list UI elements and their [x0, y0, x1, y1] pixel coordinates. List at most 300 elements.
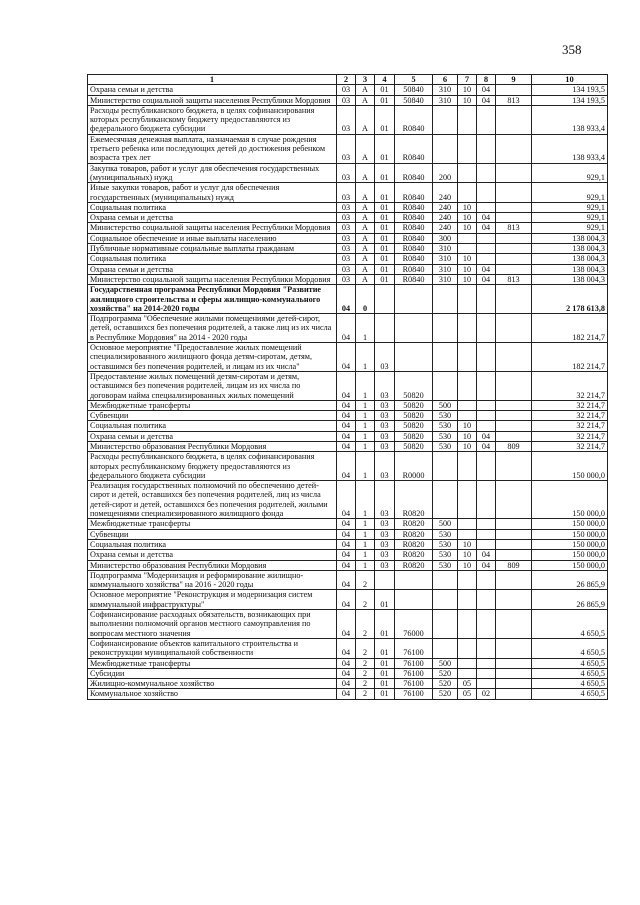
code-cell: [496, 183, 532, 203]
row-name: Охрана семьи и детства: [88, 550, 337, 560]
code-cell: [433, 610, 458, 639]
code-cell: [477, 638, 496, 658]
row-name: Субсидии: [88, 668, 337, 678]
code-cell: 530: [433, 550, 458, 560]
code-cell: [477, 343, 496, 372]
code-cell: 03: [375, 519, 395, 529]
table-row: [88, 183, 608, 203]
code-cell: А: [356, 244, 375, 254]
code-cell: 03: [337, 183, 356, 203]
code-cell: R0840: [395, 202, 433, 212]
table-row: [88, 134, 608, 163]
table-row: [88, 452, 608, 481]
amount-cell: 32 214,7: [532, 371, 608, 400]
code-cell: [458, 400, 477, 410]
code-cell: 10: [458, 539, 477, 549]
code-cell: 04: [337, 550, 356, 560]
amount-cell: 32 214,7: [532, 431, 608, 441]
code-cell: [496, 679, 532, 689]
code-cell: 04: [477, 441, 496, 451]
code-cell: А: [356, 233, 375, 243]
code-cell: [496, 411, 532, 421]
code-cell: [496, 163, 532, 183]
code-cell: [458, 668, 477, 678]
row-name: Государственная программа Республики Мордовия "Развитие жилищного строительства и сферы жилищно-коммунального хозяйства" на 2014-2020 годы: [88, 285, 337, 314]
code-cell: 01: [375, 213, 395, 223]
code-cell: 530: [433, 421, 458, 431]
table-row: [88, 689, 608, 699]
code-cell: 04: [337, 610, 356, 639]
code-cell: [458, 183, 477, 203]
code-cell: [496, 539, 532, 549]
code-cell: [496, 400, 532, 410]
code-cell: 809: [496, 441, 532, 451]
table-row: [88, 264, 608, 274]
page-number: 358: [562, 42, 582, 57]
code-cell: 500: [433, 519, 458, 529]
row-name: Межбюджетные трансферты: [88, 519, 337, 529]
code-cell: [496, 233, 532, 243]
code-cell: [433, 314, 458, 343]
code-cell: [477, 134, 496, 163]
code-cell: 04: [477, 274, 496, 284]
code-cell: [477, 105, 496, 134]
header-row: [88, 75, 608, 85]
code-cell: R0820: [395, 481, 433, 519]
code-cell: 500: [433, 400, 458, 410]
code-cell: [433, 570, 458, 590]
code-cell: 03: [375, 431, 395, 441]
code-cell: [458, 519, 477, 529]
code-cell: 03: [337, 105, 356, 134]
code-cell: [433, 638, 458, 658]
code-cell: 1: [356, 441, 375, 451]
code-cell: 03: [375, 371, 395, 400]
table-row: [88, 371, 608, 400]
amount-cell: 929,1: [532, 163, 608, 183]
code-cell: 520: [433, 679, 458, 689]
header-cell: 1: [88, 75, 337, 85]
code-cell: А: [356, 95, 375, 105]
code-cell: 04: [337, 529, 356, 539]
code-cell: 310: [433, 95, 458, 105]
row-name: Министерство социальной защиты населения Республики Мордовия: [88, 95, 337, 105]
code-cell: 04: [477, 223, 496, 233]
code-cell: 2: [356, 689, 375, 699]
code-cell: R0820: [395, 560, 433, 570]
code-cell: R0840: [395, 233, 433, 243]
code-cell: 03: [375, 343, 395, 372]
table-row: [88, 254, 608, 264]
code-cell: 04: [337, 590, 356, 610]
code-cell: [458, 529, 477, 539]
code-cell: 03: [375, 481, 395, 519]
amount-cell: 134 193,5: [532, 95, 608, 105]
code-cell: 1: [356, 529, 375, 539]
row-name: Ежемесячная денежная выплата, назначаемая в случае рождения третьего ребенка или последующих детей до достижения ребенком возраста трех лет: [88, 134, 337, 163]
code-cell: R0820: [395, 550, 433, 560]
code-cell: [496, 668, 532, 678]
table-row: [88, 570, 608, 590]
table-row: [88, 95, 608, 105]
code-cell: 1: [356, 400, 375, 410]
table-row: [88, 679, 608, 689]
code-cell: 01: [375, 105, 395, 134]
code-cell: [496, 452, 532, 481]
code-cell: 50820: [395, 400, 433, 410]
table-row: [88, 658, 608, 668]
code-cell: [395, 285, 433, 314]
header-cell: 8: [477, 75, 496, 85]
code-cell: 2: [356, 590, 375, 610]
table-row: [88, 481, 608, 519]
code-cell: [496, 590, 532, 610]
code-cell: 01: [375, 183, 395, 203]
code-cell: [496, 570, 532, 590]
row-name: Охрана семьи и детства: [88, 213, 337, 223]
table-row: [88, 411, 608, 421]
code-cell: 01: [375, 679, 395, 689]
code-cell: [458, 163, 477, 183]
code-cell: 03: [337, 202, 356, 212]
row-name: Жилищно-коммунальное хозяйство: [88, 679, 337, 689]
amount-cell: 150 000,0: [532, 539, 608, 549]
code-cell: [458, 343, 477, 372]
code-cell: 530: [433, 560, 458, 570]
code-cell: 10: [458, 254, 477, 264]
table-row: [88, 550, 608, 560]
amount-cell: 4 650,5: [532, 668, 608, 678]
code-cell: 04: [337, 658, 356, 668]
code-cell: R0840: [395, 254, 433, 264]
code-cell: [496, 658, 532, 668]
code-cell: 10: [458, 223, 477, 233]
table-row: [88, 163, 608, 183]
table-row: [88, 590, 608, 610]
code-cell: 04: [337, 539, 356, 549]
code-cell: [496, 431, 532, 441]
code-cell: 240: [433, 213, 458, 223]
amount-cell: 150 000,0: [532, 452, 608, 481]
code-cell: [477, 590, 496, 610]
code-cell: 01: [375, 254, 395, 264]
code-cell: [375, 570, 395, 590]
code-cell: [458, 285, 477, 314]
code-cell: R0840: [395, 163, 433, 183]
code-cell: [433, 371, 458, 400]
code-cell: R0820: [395, 519, 433, 529]
code-cell: [458, 411, 477, 421]
code-cell: 1: [356, 411, 375, 421]
amount-cell: 26 865,9: [532, 570, 608, 590]
code-cell: 10: [458, 550, 477, 560]
code-cell: [477, 314, 496, 343]
code-cell: 76100: [395, 668, 433, 678]
code-cell: 10: [458, 95, 477, 105]
code-cell: 50820: [395, 421, 433, 431]
code-cell: 04: [337, 668, 356, 678]
row-name: Министерство социальной защиты населения Республики Мордовия: [88, 223, 337, 233]
amount-cell: 32 214,7: [532, 441, 608, 451]
row-name: Закупка товаров, работ и услуг для обеспечения государственных (муниципальных) нужд: [88, 163, 337, 183]
header-cell: 2: [337, 75, 356, 85]
code-cell: [458, 658, 477, 668]
code-cell: R0840: [395, 274, 433, 284]
code-cell: 04: [477, 95, 496, 105]
header-cell: 4: [375, 75, 395, 85]
code-cell: 1: [356, 560, 375, 570]
code-cell: 05: [458, 689, 477, 699]
code-cell: 530: [433, 431, 458, 441]
code-cell: 04: [477, 560, 496, 570]
code-cell: [458, 105, 477, 134]
table-row: [88, 441, 608, 451]
code-cell: [477, 610, 496, 639]
code-cell: 04: [477, 264, 496, 274]
header-cell: 6: [433, 75, 458, 85]
code-cell: [496, 481, 532, 519]
code-cell: [433, 285, 458, 314]
code-cell: А: [356, 223, 375, 233]
code-cell: 04: [337, 638, 356, 658]
amount-cell: 32 214,7: [532, 400, 608, 410]
code-cell: [477, 244, 496, 254]
code-cell: R0840: [395, 223, 433, 233]
table-row: [88, 233, 608, 243]
code-cell: [458, 134, 477, 163]
amount-cell: 2 178 613,8: [532, 285, 608, 314]
code-cell: 300: [433, 233, 458, 243]
code-cell: 50820: [395, 441, 433, 451]
amount-cell: 138 004,3: [532, 274, 608, 284]
code-cell: 530: [433, 529, 458, 539]
code-cell: [477, 371, 496, 400]
amount-cell: 4 650,5: [532, 610, 608, 639]
row-name: Охрана семьи и детства: [88, 264, 337, 274]
code-cell: 03: [375, 400, 395, 410]
row-name: Межбюджетные трансферты: [88, 658, 337, 668]
code-cell: [496, 254, 532, 264]
row-name: Предоставление жилых помещений детям-сиротам и детям, оставшимся без попечения родителей, лицам из их числа по договорам найма специализированных жилых помещений: [88, 371, 337, 400]
code-cell: [477, 539, 496, 549]
row-name: Социальное обеспечение и иные выплаты населению: [88, 233, 337, 243]
code-cell: [477, 183, 496, 203]
amount-cell: 150 000,0: [532, 560, 608, 570]
table-row: [88, 314, 608, 343]
code-cell: А: [356, 163, 375, 183]
code-cell: 04: [477, 550, 496, 560]
row-name: Подпрограмма "Модернизация и реформирование жилищно-коммунального хозяйства" на 2016 - 2020 годы: [88, 570, 337, 590]
header-cell: 5: [395, 75, 433, 85]
code-cell: [477, 163, 496, 183]
code-cell: [375, 314, 395, 343]
code-cell: 1: [356, 550, 375, 560]
code-cell: 04: [337, 519, 356, 529]
code-cell: [433, 590, 458, 610]
code-cell: [496, 285, 532, 314]
code-cell: 03: [337, 213, 356, 223]
code-cell: [477, 529, 496, 539]
header-cell: 7: [458, 75, 477, 85]
amount-cell: 138 004,3: [532, 244, 608, 254]
code-cell: [477, 421, 496, 431]
table-row: [88, 519, 608, 529]
code-cell: [395, 314, 433, 343]
code-cell: 01: [375, 658, 395, 668]
code-cell: 03: [337, 95, 356, 105]
code-cell: [477, 411, 496, 421]
code-cell: [458, 371, 477, 400]
code-cell: [496, 244, 532, 254]
amount-cell: 150 000,0: [532, 529, 608, 539]
code-cell: R0820: [395, 529, 433, 539]
code-cell: 10: [458, 213, 477, 223]
code-cell: 10: [458, 274, 477, 284]
code-cell: 04: [337, 421, 356, 431]
code-cell: 03: [375, 411, 395, 421]
code-cell: 310: [433, 274, 458, 284]
row-name: Подпрограмма "Обеспечение жилыми помещениями детей-сирот, детей, оставшихся без попечения родителей, а также лиц из их числа в Республике Мордовия" на 2014 - 2020 годы: [88, 314, 337, 343]
code-cell: R0840: [395, 213, 433, 223]
code-cell: 05: [458, 679, 477, 689]
code-cell: [496, 343, 532, 372]
code-cell: 1: [356, 314, 375, 343]
code-cell: [458, 590, 477, 610]
code-cell: R0840: [395, 134, 433, 163]
code-cell: [477, 233, 496, 243]
code-cell: 04: [337, 343, 356, 372]
code-cell: 03: [337, 223, 356, 233]
code-cell: [496, 638, 532, 658]
row-name: Межбюджетные трансферты: [88, 400, 337, 410]
code-cell: А: [356, 105, 375, 134]
code-cell: R0840: [395, 105, 433, 134]
code-cell: 2: [356, 610, 375, 639]
code-cell: [496, 202, 532, 212]
row-name: Социальная политика: [88, 421, 337, 431]
code-cell: 1: [356, 371, 375, 400]
amount-cell: 4 650,5: [532, 689, 608, 699]
row-name: Публичные нормативные социальные выплаты гражданам: [88, 244, 337, 254]
amount-cell: 32 214,7: [532, 411, 608, 421]
code-cell: 01: [375, 638, 395, 658]
code-cell: 01: [375, 274, 395, 284]
code-cell: 03: [375, 452, 395, 481]
code-cell: А: [356, 264, 375, 274]
code-cell: [496, 264, 532, 274]
row-name: Субвенции: [88, 529, 337, 539]
code-cell: [458, 638, 477, 658]
amount-cell: 134 193,5: [532, 85, 608, 95]
code-cell: 01: [375, 134, 395, 163]
code-cell: 2: [356, 570, 375, 590]
code-cell: 1: [356, 431, 375, 441]
code-cell: [433, 105, 458, 134]
code-cell: 04: [337, 441, 356, 451]
code-cell: 01: [375, 244, 395, 254]
code-cell: 50820: [395, 411, 433, 421]
code-cell: [477, 285, 496, 314]
code-cell: [477, 452, 496, 481]
code-cell: 2: [356, 658, 375, 668]
table-row: [88, 244, 608, 254]
code-cell: [496, 85, 532, 95]
row-name: Софинансирование расходных обязательств, возникающих при выполнении полномочий органов местного самоуправления по вопросам местного значения: [88, 610, 337, 639]
code-cell: 520: [433, 689, 458, 699]
code-cell: [458, 244, 477, 254]
code-cell: 04: [337, 481, 356, 519]
code-cell: 04: [337, 452, 356, 481]
row-name: Основное мероприятие "Реконструкция и модернизация систем коммунальной инфраструктуры": [88, 590, 337, 610]
header-cell: 3: [356, 75, 375, 85]
amount-cell: 182 214,7: [532, 314, 608, 343]
code-cell: [458, 610, 477, 639]
amount-cell: 26 865,9: [532, 590, 608, 610]
code-cell: 813: [496, 274, 532, 284]
code-cell: 240: [433, 223, 458, 233]
code-cell: 10: [458, 85, 477, 95]
code-cell: 03: [375, 539, 395, 549]
amount-cell: 929,1: [532, 213, 608, 223]
code-cell: [496, 421, 532, 431]
row-name: Расходы республиканского бюджета, в целях софинансирования которых республиканскому бюджету предоставляются из федерального бюджета субсидии: [88, 452, 337, 481]
code-cell: 01: [375, 85, 395, 95]
row-name: Основное мероприятие "Предоставление жилых помещений специализированного жилищного фонда детям-сиротам, детям, оставшимся без попечения родителей, и лицам из их числа": [88, 343, 337, 372]
code-cell: 1: [356, 519, 375, 529]
amount-cell: 138 004,3: [532, 264, 608, 274]
code-cell: 10: [458, 202, 477, 212]
amount-cell: 150 000,0: [532, 481, 608, 519]
code-cell: 03: [337, 85, 356, 95]
amount-cell: 138 933,4: [532, 134, 608, 163]
row-name: Министерство социальной защиты населения Республики Мордовия: [88, 274, 337, 284]
code-cell: 03: [375, 560, 395, 570]
table-row: [88, 421, 608, 431]
code-cell: [477, 679, 496, 689]
table-row: [88, 638, 608, 658]
code-cell: [477, 254, 496, 264]
row-name: Министерство образования Республики Мордовия: [88, 441, 337, 451]
code-cell: [496, 550, 532, 560]
header-cell: 10: [532, 75, 608, 85]
table-row: [88, 223, 608, 233]
code-cell: 200: [433, 163, 458, 183]
code-cell: [496, 105, 532, 134]
row-name: Иные закупки товаров, работ и услуг для обеспечения государственных (муниципальных) нужд: [88, 183, 337, 203]
code-cell: А: [356, 183, 375, 203]
code-cell: 04: [337, 570, 356, 590]
code-cell: 01: [375, 163, 395, 183]
code-cell: 01: [375, 668, 395, 678]
code-cell: 10: [458, 560, 477, 570]
code-cell: 50840: [395, 85, 433, 95]
code-cell: 03: [375, 441, 395, 451]
code-cell: R0840: [395, 183, 433, 203]
code-cell: 01: [375, 689, 395, 699]
code-cell: 02: [477, 689, 496, 699]
code-cell: 1: [356, 539, 375, 549]
code-cell: 530: [433, 441, 458, 451]
code-cell: 10: [458, 441, 477, 451]
code-cell: 1: [356, 343, 375, 372]
code-cell: 310: [433, 254, 458, 264]
table-row: [88, 85, 608, 95]
row-name: Субвенции: [88, 411, 337, 421]
table-row: [88, 539, 608, 549]
code-cell: 813: [496, 223, 532, 233]
code-cell: 76100: [395, 679, 433, 689]
code-cell: А: [356, 213, 375, 223]
